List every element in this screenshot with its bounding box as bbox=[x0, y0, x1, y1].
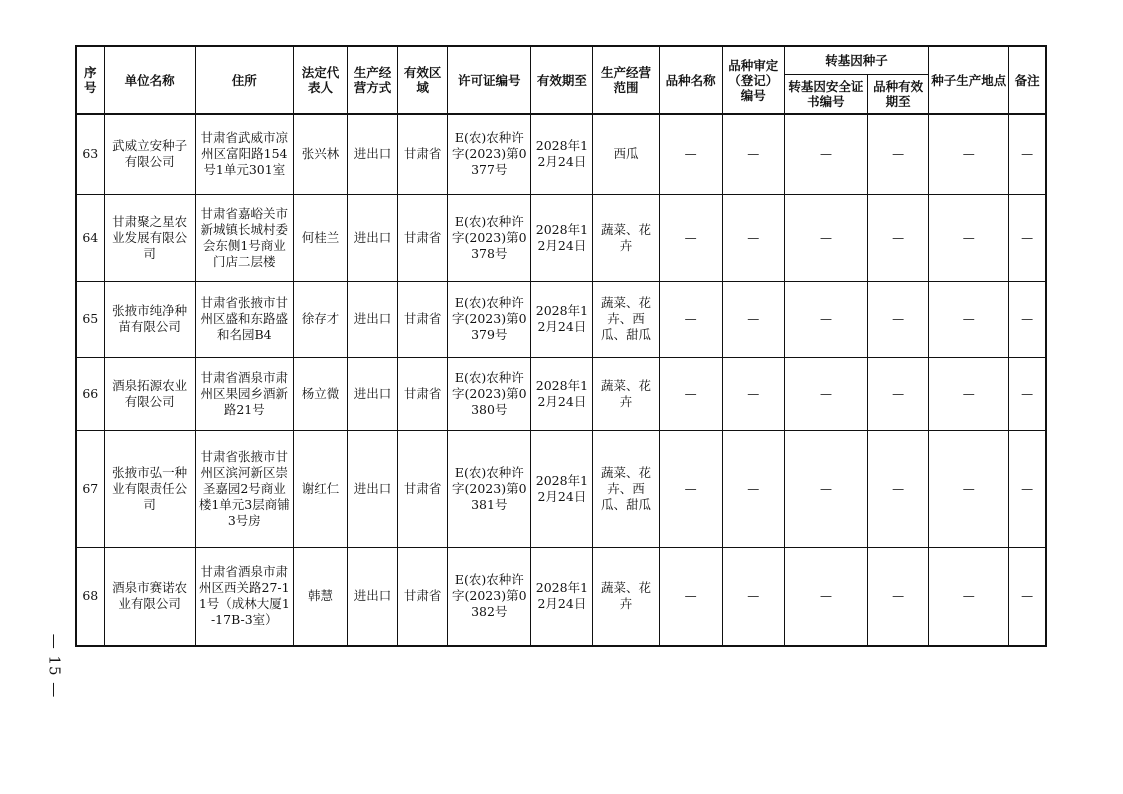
table-row bbox=[76, 114, 1046, 194]
header-variety-reg-no: 品种审定（登记）编号 bbox=[722, 46, 784, 114]
cell-variety-name: — bbox=[659, 547, 722, 646]
table-row bbox=[76, 547, 1046, 646]
cell-license-no: E(农)农种许字(2023)第0380号 bbox=[448, 357, 531, 430]
cell-seq: 66 bbox=[76, 357, 104, 430]
cell-unit-name: 武威立安种子有限公司 bbox=[104, 114, 195, 194]
cell-gm-safety-cert-no: — bbox=[784, 547, 867, 646]
cell-valid-region: 甘肃省 bbox=[398, 547, 448, 646]
cell-variety-reg-no: — bbox=[722, 114, 784, 194]
cell-variety-reg-no: — bbox=[722, 194, 784, 281]
cell-business-mode: 进出口 bbox=[348, 114, 398, 194]
cell-variety-name: — bbox=[659, 194, 722, 281]
cell-address: 甘肃省酒泉市肃州区西关路27-11号（成林大厦1-17B-3室） bbox=[195, 547, 293, 646]
cell-variety-reg-no: — bbox=[722, 430, 784, 547]
cell-seq: 65 bbox=[76, 281, 104, 357]
table-header bbox=[76, 46, 1046, 114]
header-remarks: 备注 bbox=[1009, 46, 1046, 114]
header-address: 住所 bbox=[195, 46, 293, 114]
header-variety-name: 品种名称 bbox=[659, 46, 722, 114]
cell-variety-name: — bbox=[659, 114, 722, 194]
header-gm-variety-valid: 品种有效期至 bbox=[868, 74, 929, 114]
cell-legal-rep: 韩慧 bbox=[293, 547, 347, 646]
cell-variety-reg-no: — bbox=[722, 281, 784, 357]
cell-gm-variety-valid: — bbox=[868, 114, 929, 194]
header-production-site: 种子生产地点 bbox=[929, 46, 1009, 114]
cell-remarks: — bbox=[1009, 430, 1046, 547]
cell-variety-reg-no: — bbox=[722, 357, 784, 430]
cell-scope: 蔬菜、花卉 bbox=[593, 547, 659, 646]
seed-license-table bbox=[75, 45, 1047, 647]
cell-legal-rep: 杨立微 bbox=[293, 357, 347, 430]
cell-remarks: — bbox=[1009, 281, 1046, 357]
cell-business-mode: 进出口 bbox=[348, 547, 398, 646]
cell-valid-until: 2028年12月24日 bbox=[531, 357, 593, 430]
cell-address: 甘肃省酒泉市肃州区果园乡酒新路21号 bbox=[195, 357, 293, 430]
cell-production-site: — bbox=[929, 547, 1009, 646]
cell-business-mode: 进出口 bbox=[348, 281, 398, 357]
cell-gm-variety-valid: — bbox=[868, 357, 929, 430]
cell-production-site: — bbox=[929, 357, 1009, 430]
cell-gm-variety-valid: — bbox=[868, 430, 929, 547]
cell-production-site: — bbox=[929, 281, 1009, 357]
cell-gm-safety-cert-no: — bbox=[784, 281, 867, 357]
header-seq: 序号 bbox=[76, 46, 104, 114]
table-row bbox=[76, 281, 1046, 357]
table-body bbox=[76, 114, 1046, 646]
cell-gm-variety-valid: — bbox=[868, 281, 929, 357]
cell-scope: 蔬菜、花卉 bbox=[593, 194, 659, 281]
cell-unit-name: 酒泉市赛诺农业有限公司 bbox=[104, 547, 195, 646]
header-business-mode: 生产经营方式 bbox=[348, 46, 398, 114]
cell-seq: 63 bbox=[76, 114, 104, 194]
cell-variety-reg-no: — bbox=[722, 547, 784, 646]
cell-production-site: — bbox=[929, 430, 1009, 547]
table-row bbox=[76, 194, 1046, 281]
cell-production-site: — bbox=[929, 114, 1009, 194]
cell-valid-region: 甘肃省 bbox=[398, 357, 448, 430]
cell-valid-until: 2028年12月24日 bbox=[531, 281, 593, 357]
cell-remarks: — bbox=[1009, 194, 1046, 281]
header-gm-safety-cert-no: 转基因安全证书编号 bbox=[784, 74, 867, 114]
cell-license-no: E(农)农种许字(2023)第0378号 bbox=[448, 194, 531, 281]
table-row bbox=[76, 430, 1046, 547]
cell-seq: 68 bbox=[76, 547, 104, 646]
cell-gm-safety-cert-no: — bbox=[784, 114, 867, 194]
cell-gm-variety-valid: — bbox=[868, 194, 929, 281]
cell-gm-safety-cert-no: — bbox=[784, 430, 867, 547]
cell-scope: 蔬菜、花卉 bbox=[593, 357, 659, 430]
header-gm-seeds: 转基因种子 bbox=[784, 46, 928, 74]
cell-legal-rep: 徐存才 bbox=[293, 281, 347, 357]
cell-license-no: E(农)农种许字(2023)第0379号 bbox=[448, 281, 531, 357]
header-valid-region: 有效区域 bbox=[398, 46, 448, 114]
cell-remarks: — bbox=[1009, 114, 1046, 194]
cell-variety-name: — bbox=[659, 430, 722, 547]
cell-business-mode: 进出口 bbox=[348, 430, 398, 547]
cell-business-mode: 进出口 bbox=[348, 357, 398, 430]
cell-gm-safety-cert-no: — bbox=[784, 357, 867, 430]
cell-scope: 蔬菜、花卉、西瓜、甜瓜 bbox=[593, 281, 659, 357]
header-scope: 生产经营范围 bbox=[593, 46, 659, 114]
cell-business-mode: 进出口 bbox=[348, 194, 398, 281]
cell-license-no: E(农)农种许字(2023)第0381号 bbox=[448, 430, 531, 547]
cell-valid-region: 甘肃省 bbox=[398, 430, 448, 547]
cell-unit-name: 酒泉拓源农业有限公司 bbox=[104, 357, 195, 430]
cell-license-no: E(农)农种许字(2023)第0377号 bbox=[448, 114, 531, 194]
cell-scope: 西瓜 bbox=[593, 114, 659, 194]
cell-unit-name: 张掖市纯净种苗有限公司 bbox=[104, 281, 195, 357]
cell-unit-name: 张掖市弘一种业有限责任公司 bbox=[104, 430, 195, 547]
header-valid-until: 有效期至 bbox=[531, 46, 593, 114]
cell-address: 甘肃省张掖市甘州区滨河新区崇圣嘉园2号商业楼1单元3层商铺3号房 bbox=[195, 430, 293, 547]
cell-valid-until: 2028年12月24日 bbox=[531, 194, 593, 281]
cell-legal-rep: 何桂兰 bbox=[293, 194, 347, 281]
cell-address: 甘肃省武威市凉州区富阳路154号1单元301室 bbox=[195, 114, 293, 194]
cell-variety-name: — bbox=[659, 357, 722, 430]
cell-valid-region: 甘肃省 bbox=[398, 194, 448, 281]
cell-valid-until: 2028年12月24日 bbox=[531, 547, 593, 646]
header-legal-rep: 法定代表人 bbox=[293, 46, 347, 114]
cell-production-site: — bbox=[929, 194, 1009, 281]
cell-legal-rep: 张兴林 bbox=[293, 114, 347, 194]
cell-license-no: E(农)农种许字(2023)第0382号 bbox=[448, 547, 531, 646]
cell-gm-safety-cert-no: — bbox=[784, 194, 867, 281]
cell-legal-rep: 谢红仁 bbox=[293, 430, 347, 547]
cell-valid-region: 甘肃省 bbox=[398, 114, 448, 194]
cell-valid-region: 甘肃省 bbox=[398, 281, 448, 357]
cell-seq: 64 bbox=[76, 194, 104, 281]
table-row bbox=[76, 357, 1046, 430]
cell-unit-name: 甘肃聚之星农业发展有限公司 bbox=[104, 194, 195, 281]
cell-remarks: — bbox=[1009, 357, 1046, 430]
cell-seq: 67 bbox=[76, 430, 104, 547]
header-license-no: 许可证编号 bbox=[448, 46, 531, 114]
cell-address: 甘肃省嘉峪关市新城镇长城村委会东侧1号商业门店二层楼 bbox=[195, 194, 293, 281]
cell-valid-until: 2028年12月24日 bbox=[531, 114, 593, 194]
header-unit-name: 单位名称 bbox=[104, 46, 195, 114]
cell-scope: 蔬菜、花卉、西瓜、甜瓜 bbox=[593, 430, 659, 547]
cell-address: 甘肃省张掖市甘州区盛和东路盛和名园B4 bbox=[195, 281, 293, 357]
cell-remarks: — bbox=[1009, 547, 1046, 646]
cell-variety-name: — bbox=[659, 281, 722, 357]
cell-valid-until: 2028年12月24日 bbox=[531, 430, 593, 547]
page-number bbox=[40, 632, 68, 700]
page-number-text: — 15 — bbox=[45, 633, 63, 699]
cell-gm-variety-valid: — bbox=[868, 547, 929, 646]
